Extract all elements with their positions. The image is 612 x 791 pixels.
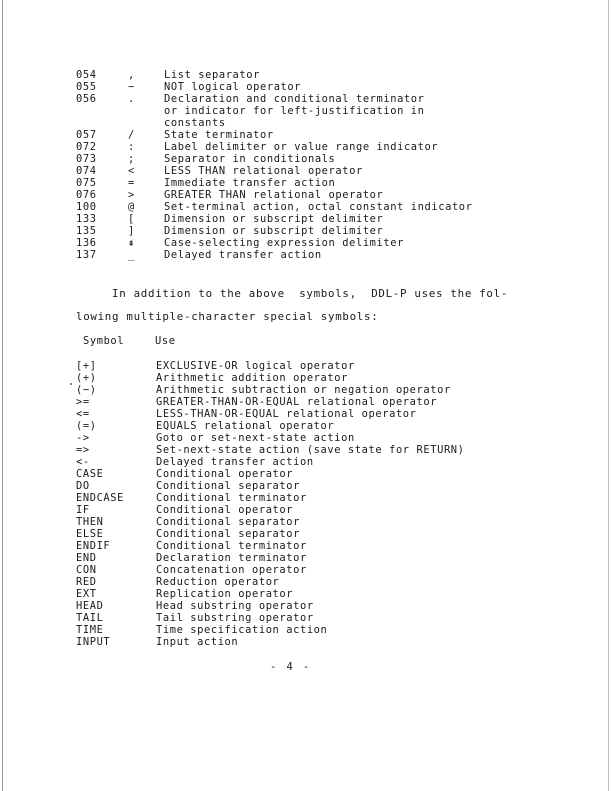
symbol-table-row xyxy=(76,480,536,492)
octal-table-row xyxy=(76,177,544,189)
symbol-use: Arithmetic subtraction or negation operator xyxy=(156,384,451,396)
symbol-table-row xyxy=(76,516,536,528)
symbol-table-row xyxy=(76,360,536,372)
symbol-table-row xyxy=(76,468,536,480)
octal-symbol: ] xyxy=(128,225,135,237)
symbol-table-row xyxy=(76,528,536,540)
symbol-table-row xyxy=(76,552,536,564)
octal-code: 075 xyxy=(76,177,97,189)
symbol-table-row xyxy=(76,444,536,456)
symbol-table-row xyxy=(76,600,536,612)
octal-code: 133 xyxy=(76,213,97,225)
symbol-table-row xyxy=(76,636,536,648)
octal-table-row xyxy=(76,153,544,165)
octal-symbol: − xyxy=(128,81,135,93)
symbol-use: Delayed transfer action xyxy=(156,456,314,468)
symbol-use: Conditional operator xyxy=(156,504,294,516)
octal-code: 055 xyxy=(76,81,97,93)
octal-table-row xyxy=(76,189,544,201)
octal-code: 136 xyxy=(76,237,97,249)
octal-code: 056 xyxy=(76,93,97,105)
special-symbol: (=) xyxy=(76,420,97,432)
octal-symbol: ⇞ xyxy=(128,237,135,249)
special-symbol: CASE xyxy=(76,468,104,480)
symbol-use: Time specification action xyxy=(156,624,328,636)
symbol-use: Conditional separator xyxy=(156,480,300,492)
octal-symbol: [ xyxy=(128,213,135,225)
octal-description: LESS THAN relational operator xyxy=(164,165,363,177)
symbol-table-row xyxy=(76,564,536,576)
octal-code: 072 xyxy=(76,141,97,153)
special-symbol: <- xyxy=(76,456,90,468)
special-symbol: ENDIF xyxy=(76,540,111,552)
special-symbol: (−) xyxy=(76,384,97,396)
octal-symbol: < xyxy=(128,165,135,177)
special-symbol: TIME xyxy=(76,624,104,636)
octal-code: 074 xyxy=(76,165,97,177)
octal-code xyxy=(76,105,128,117)
octal-symbol xyxy=(128,105,164,117)
symbol-table-row xyxy=(76,420,536,432)
octal-description: or indicator for left-justification in xyxy=(164,105,425,117)
octal-description: Dimension or subscript delimiter xyxy=(164,225,384,237)
symbol-use: Conditional terminator xyxy=(156,492,307,504)
octal-description: constants xyxy=(164,117,226,129)
octal-table-row xyxy=(76,129,544,141)
octal-code: 076 xyxy=(76,189,97,201)
symbol-use: Conditional operator xyxy=(156,468,294,480)
octal-code: 073 xyxy=(76,153,97,165)
special-symbol: THEN xyxy=(76,516,104,528)
symbol-table-row xyxy=(76,396,536,408)
symbol-table-header xyxy=(83,335,176,347)
octal-table-row xyxy=(76,105,544,117)
special-symbol: END xyxy=(76,552,97,564)
octal-symbol: ; xyxy=(128,153,135,165)
scan-speck xyxy=(70,383,72,385)
symbol-use: Arithmetic addition operator xyxy=(156,372,348,384)
symbol-use: Input action xyxy=(156,636,239,648)
symbol-use: GREATER-THAN-OR-EQUAL relational operator xyxy=(156,396,438,408)
octal-symbol: . xyxy=(128,93,135,105)
special-symbol: -> xyxy=(76,432,90,444)
octal-code: 135 xyxy=(76,225,97,237)
octal-code xyxy=(76,117,128,129)
octal-description: Declaration and conditional terminator xyxy=(164,93,425,105)
octal-table-row xyxy=(76,81,544,93)
octal-code: 057 xyxy=(76,129,97,141)
special-symbol: <= xyxy=(76,408,90,420)
special-symbol: CON xyxy=(76,564,97,576)
octal-symbol: = xyxy=(128,177,135,189)
symbol-use: Conditional separator xyxy=(156,528,300,540)
symbol-table-row xyxy=(76,576,536,588)
symbol-use: LESS-THAN-OR-EQUAL relational operator xyxy=(156,408,417,420)
symbol-table-row xyxy=(76,432,536,444)
special-symbol: (+) xyxy=(76,372,97,384)
multi-char-symbol-table xyxy=(76,360,536,648)
octal-table-row xyxy=(76,141,544,153)
special-symbol: [+] xyxy=(76,360,97,372)
octal-code: 137 xyxy=(76,249,97,261)
left-page-edge xyxy=(2,0,3,791)
symbol-use: EXCLUSIVE-OR logical operator xyxy=(156,360,355,372)
symbol-table-row xyxy=(76,372,536,384)
octal-symbol-table xyxy=(76,69,544,261)
special-symbol: DO xyxy=(76,480,90,492)
octal-description: Dimension or subscript delimiter xyxy=(164,213,384,225)
octal-code: 054 xyxy=(76,69,97,81)
special-symbol: ELSE xyxy=(76,528,104,540)
octal-table-row xyxy=(76,201,544,213)
symbol-table-row xyxy=(76,504,536,516)
octal-table-row xyxy=(76,213,544,225)
octal-description: Immediate transfer action xyxy=(164,177,336,189)
octal-description: Delayed transfer action xyxy=(164,249,322,261)
symbol-use: Tail substring operator xyxy=(156,612,314,624)
octal-symbol: > xyxy=(128,189,135,201)
octal-description: Separator in conditionals xyxy=(164,153,336,165)
special-symbol: INPUT xyxy=(76,636,111,648)
symbol-use: Goto or set-next-state action xyxy=(156,432,355,444)
octal-table-row xyxy=(76,117,544,129)
octal-description: List separator xyxy=(164,69,260,81)
special-symbol: IF xyxy=(76,504,90,516)
symbol-column-header: Symbol xyxy=(83,335,125,347)
special-symbol: >= xyxy=(76,396,90,408)
octal-symbol xyxy=(128,117,164,129)
special-symbol: ENDCASE xyxy=(76,492,124,504)
intro-paragraph-line-1: In addition to the above symbols, DDL-P uses the fol- xyxy=(76,287,509,300)
symbol-use: Declaration terminator xyxy=(156,552,307,564)
octal-description: Set-terminal action, octal constant indicator xyxy=(164,201,473,213)
right-page-edge xyxy=(608,0,609,791)
symbol-use: Conditional separator xyxy=(156,516,300,528)
page-number: - 4 - xyxy=(270,661,312,673)
octal-symbol: @ xyxy=(128,201,135,213)
symbol-table-row xyxy=(76,624,536,636)
octal-description: State terminator xyxy=(164,129,274,141)
special-symbol: RED xyxy=(76,576,97,588)
symbol-use: Replication operator xyxy=(156,588,294,600)
octal-table-row xyxy=(76,93,544,105)
symbol-use: EQUALS relational operator xyxy=(156,420,335,432)
octal-description: Case-selecting expression delimiter xyxy=(164,237,404,249)
symbol-table-row xyxy=(76,612,536,624)
symbol-use: Conditional terminator xyxy=(156,540,307,552)
octal-symbol: / xyxy=(128,129,135,141)
octal-description: GREATER THAN relational operator xyxy=(164,189,384,201)
symbol-use: Reduction operator xyxy=(156,576,280,588)
octal-symbol: , xyxy=(128,69,135,81)
octal-symbol: _ xyxy=(128,249,135,261)
special-symbol: EXT xyxy=(76,588,97,600)
special-symbol: TAIL xyxy=(76,612,104,624)
intro-paragraph-line-2: lowing multiple-character special symbols: xyxy=(76,310,379,323)
octal-table-row xyxy=(76,237,544,249)
special-symbol: HEAD xyxy=(76,600,104,612)
symbol-use: Head substring operator xyxy=(156,600,314,612)
symbol-table-row xyxy=(76,408,536,420)
octal-table-row xyxy=(76,249,544,261)
octal-table-row xyxy=(76,165,544,177)
octal-table-row xyxy=(76,225,544,237)
symbol-table-row xyxy=(76,540,536,552)
special-symbol: => xyxy=(76,444,90,456)
symbol-use: Set-next-state action (save state for RETURN) xyxy=(156,444,465,456)
octal-symbol: : xyxy=(128,141,135,153)
use-column-header: Use xyxy=(155,335,176,347)
octal-table-row xyxy=(76,69,544,81)
octal-description: NOT logical operator xyxy=(164,81,302,93)
octal-description: Label delimiter or value range indicator xyxy=(164,141,439,153)
symbol-use: Concatenation operator xyxy=(156,564,307,576)
symbol-table-row xyxy=(76,588,536,600)
symbol-table-row xyxy=(76,492,536,504)
octal-code: 100 xyxy=(76,201,97,213)
symbol-table-row xyxy=(76,384,536,396)
symbol-table-row xyxy=(76,456,536,468)
